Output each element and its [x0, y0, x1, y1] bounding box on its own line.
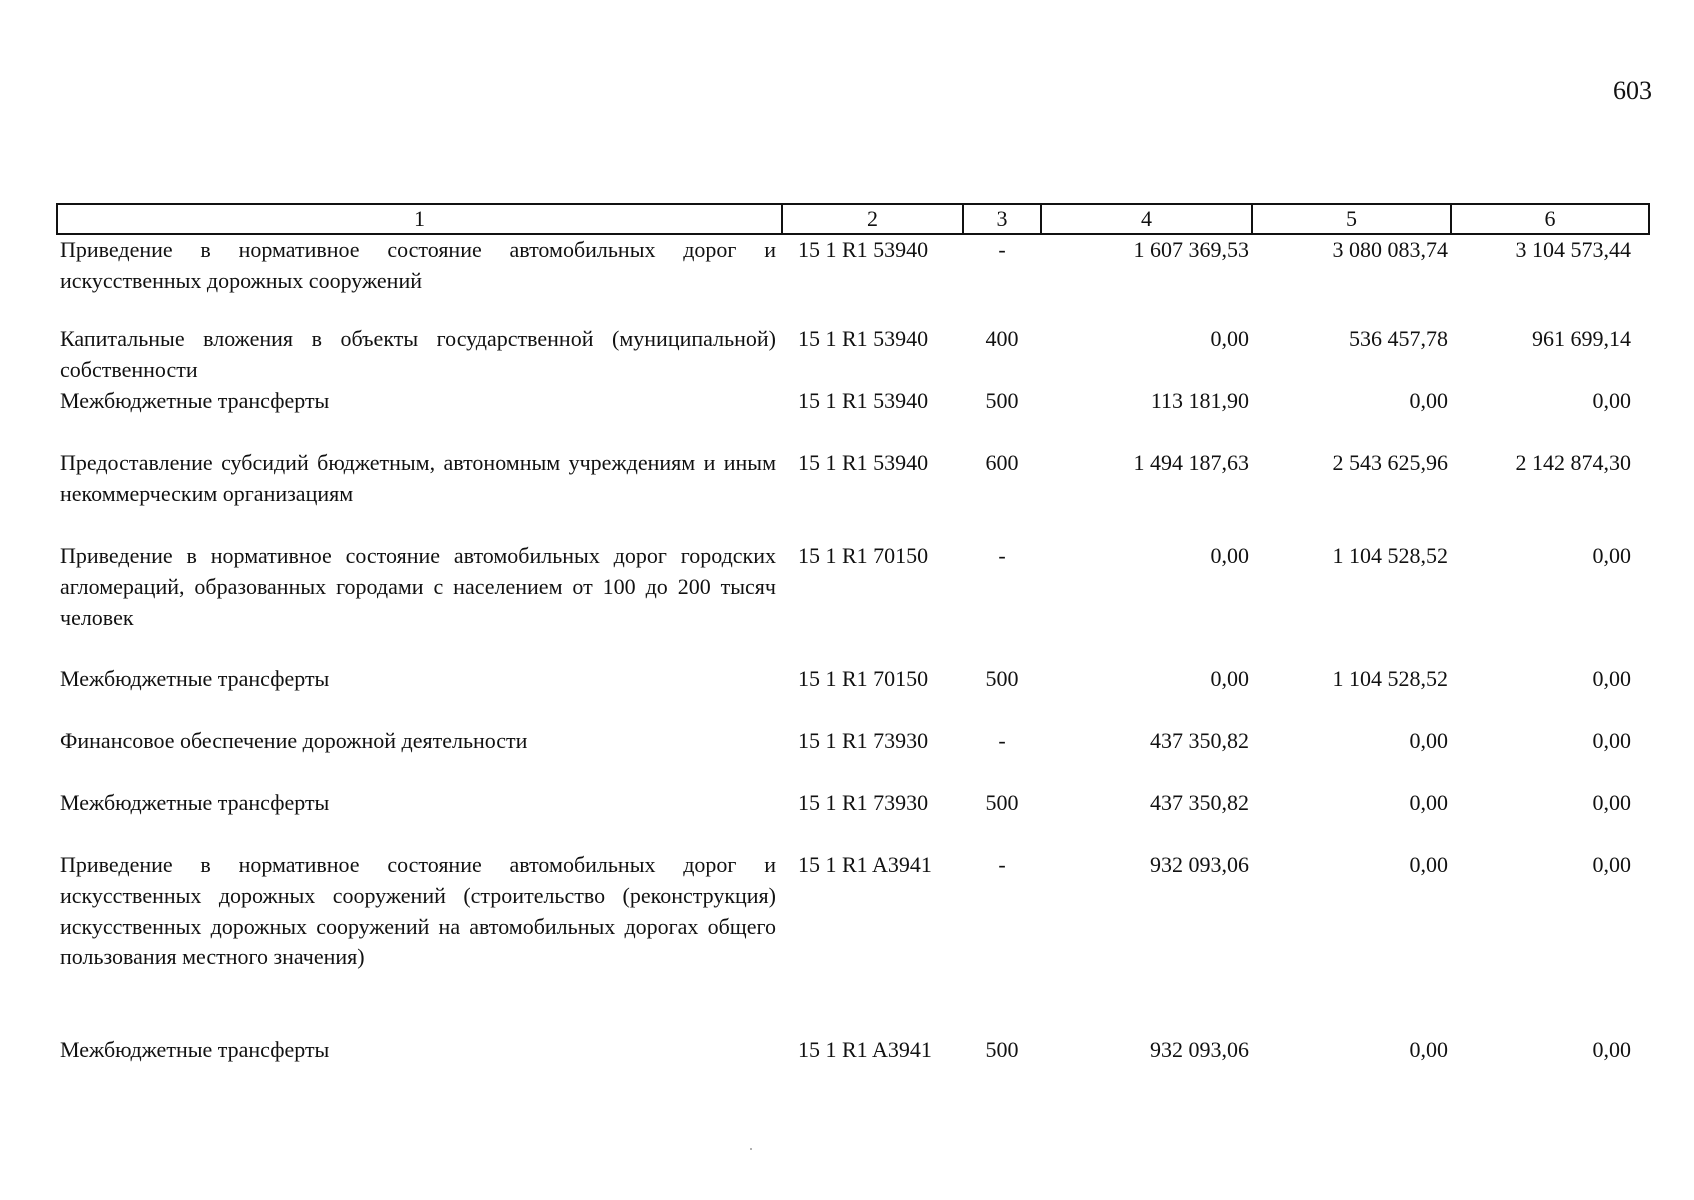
amount-col-6: 3 104 573,44 [1515, 237, 1631, 262]
item-name: Приведение в нормативное состояние автомобильных дорог городских агломераций, образованных городами с населением от 100 до 200 тысяч человек [60, 543, 776, 630]
page-number: 603 [1613, 76, 1652, 105]
amount-col-5: 0,00 [1409, 388, 1448, 413]
target-article-code: 15 1 R1 53940 [798, 326, 929, 351]
amount-col-4: 437 350,82 [1150, 728, 1249, 753]
item-name: Межбюджетные трансферты [60, 388, 330, 413]
item-name: Приведение в нормативное состояние автомобильных дорог и искусственных дорожных сооружений (строительство (реконструкция) искусственных дорожных сооружений на автомобильных дорогах общего пользования местного значения) [60, 852, 776, 970]
amount-col-5: 1 104 528,52 [1332, 543, 1448, 568]
expense-type-code: 500 [985, 790, 1019, 815]
amount-col-4: 0,00 [1210, 326, 1249, 351]
target-article-code: 15 1 R1 70150 [798, 543, 929, 568]
item-name: Предоставление субсидий бюджетным, автономным учреждениям и иным некоммерческим организациям [60, 450, 776, 506]
amount-col-4: 113 181,90 [1150, 388, 1249, 413]
expense-type-code: 400 [985, 326, 1019, 351]
item-name: Межбюджетные трансферты [60, 666, 330, 691]
amount-col-6: 0,00 [1592, 388, 1631, 413]
target-article-code: 15 1 R1 53940 [798, 237, 929, 262]
target-article-code: 15 1 R1 73930 [798, 728, 929, 753]
table-row [57, 448, 1649, 541]
amount-col-6: 0,00 [1592, 790, 1631, 815]
amount-col-4: 437 350,82 [1150, 790, 1249, 815]
table-row [57, 234, 1649, 324]
table-row [57, 726, 1649, 788]
target-article-code: 15 1 R1 A3941 [798, 1037, 932, 1062]
column-header-5: 5 [1252, 204, 1451, 234]
amount-col-5: 0,00 [1409, 728, 1448, 753]
amount-col-6: 0,00 [1592, 1037, 1631, 1062]
expense-type-code: - [998, 852, 1006, 877]
column-header-2: 2 [782, 204, 963, 234]
amount-col-6: 0,00 [1592, 543, 1631, 568]
amount-col-5: 536 457,78 [1349, 326, 1448, 351]
amount-col-5: 2 543 625,96 [1332, 450, 1448, 475]
item-name: Приведение в нормативное состояние автомобильных дорог и искусственных дорожных сооружений [60, 237, 776, 293]
target-article-code: 15 1 R1 53940 [798, 388, 929, 413]
column-header-4: 4 [1041, 204, 1252, 234]
item-name: Капитальные вложения в объекты государственной (муниципальной) собственности [60, 326, 776, 382]
table-row [57, 788, 1649, 850]
expense-type-code: 600 [985, 450, 1019, 475]
amount-col-5: 0,00 [1409, 852, 1448, 877]
amount-col-4: 932 093,06 [1150, 1037, 1249, 1062]
table-row [57, 850, 1649, 1035]
scan-speck [750, 1148, 752, 1150]
column-header-3: 3 [963, 204, 1041, 234]
table-row [57, 541, 1649, 664]
amount-col-4: 1 607 369,53 [1133, 237, 1249, 262]
target-article-code: 15 1 R1 53940 [798, 450, 929, 475]
amount-col-4: 0,00 [1210, 543, 1249, 568]
amount-col-5: 0,00 [1409, 790, 1448, 815]
amount-col-6: 2 142 874,30 [1515, 450, 1631, 475]
target-article-code: 15 1 R1 70150 [798, 666, 929, 691]
item-name: Финансовое обеспечение дорожной деятельности [60, 728, 528, 753]
amount-col-6: 0,00 [1592, 852, 1631, 877]
amount-col-5: 3 080 083,74 [1332, 237, 1448, 262]
column-header-6: 6 [1451, 204, 1649, 234]
table-row [57, 324, 1649, 386]
amount-col-4: 1 494 187,63 [1133, 450, 1249, 475]
target-article-code: 15 1 R1 73930 [798, 790, 929, 815]
table-row [57, 664, 1649, 726]
amount-col-5: 1 104 528,52 [1332, 666, 1448, 691]
expense-type-code: 500 [985, 388, 1019, 413]
expense-type-code: - [998, 543, 1006, 568]
budget-table [56, 203, 1650, 1075]
expense-type-code: - [998, 237, 1006, 262]
table-row [57, 1035, 1649, 1075]
amount-col-6: 0,00 [1592, 666, 1631, 691]
amount-col-6: 961 699,14 [1532, 326, 1631, 351]
expense-type-code: - [998, 728, 1006, 753]
item-name: Межбюджетные трансферты [60, 1037, 330, 1062]
expense-type-code: 500 [985, 666, 1019, 691]
amount-col-5: 0,00 [1409, 1037, 1448, 1062]
amount-col-6: 0,00 [1592, 728, 1631, 753]
table-row [57, 386, 1649, 448]
expense-type-code: 500 [985, 1037, 1019, 1062]
column-header-1: 1 [57, 204, 782, 234]
amount-col-4: 932 093,06 [1150, 852, 1249, 877]
column-number-header [57, 204, 1649, 234]
item-name: Межбюджетные трансферты [60, 790, 330, 815]
target-article-code: 15 1 R1 A3941 [798, 852, 932, 877]
amount-col-4: 0,00 [1210, 666, 1249, 691]
